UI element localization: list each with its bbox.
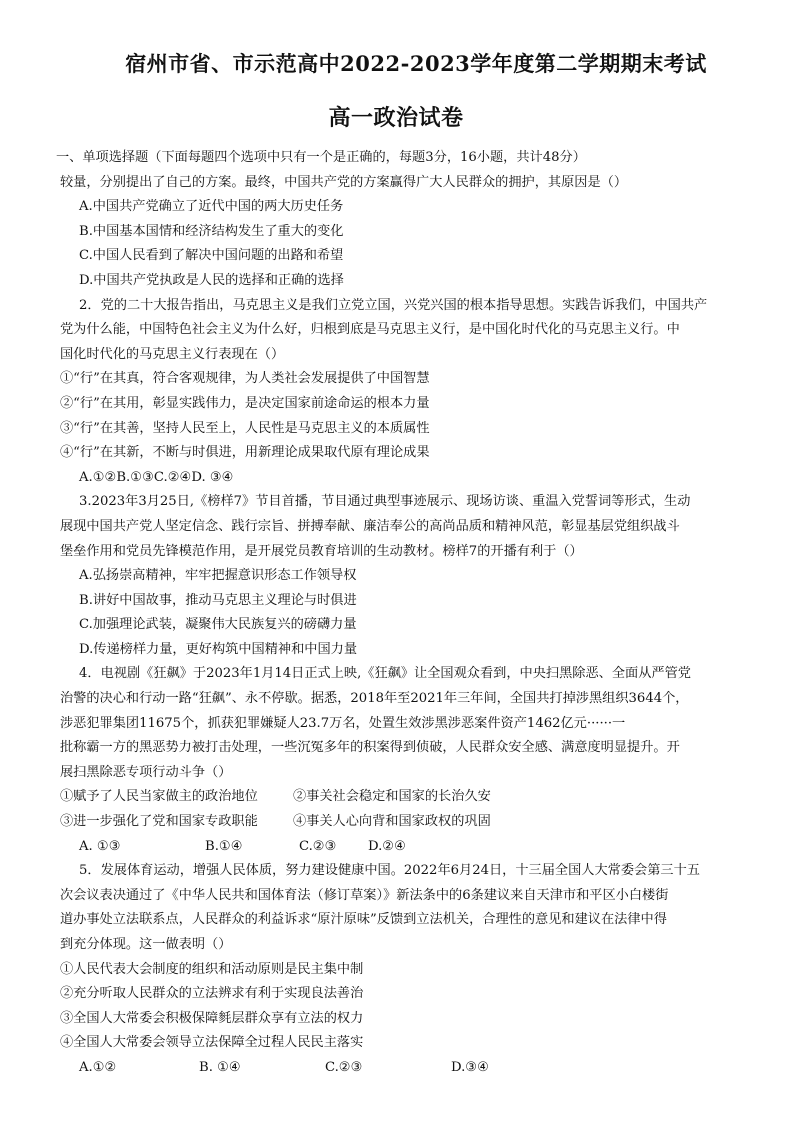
q3-stem-line: 展现中国共产党人坚定信念、践行宗旨、拼搏奉献、廉洁奉公的高尚品质和精神风范，彰显基层党组织战斗 (60, 518, 680, 534)
q5-stem-line: 到充分体现。这一做表明（） (60, 937, 232, 952)
q4-item-2: ②事关社会稳定和国家的长治久安 (293, 789, 491, 805)
q4-answer-a: A. ①③ (79, 838, 121, 854)
q5-answer-b: B. ①④ (199, 1059, 241, 1075)
q1-option-a: A.中国共产党确立了近代中国的两大历史任务 (79, 199, 344, 215)
q4-stem-line: 4．电视剧《狂飙》于2023年1月14日正式上映,《狂飙》让全国观众看到，中央扫黑除恶、全面从严管党 (79, 666, 691, 682)
q4-answer-b: B.①④ (205, 838, 243, 854)
q2-stem-line: 国化时代化的马克思主义行表现在（） (60, 346, 285, 362)
q4-answers (60, 835, 760, 860)
q4-answer-c: C.②③ (299, 838, 337, 854)
q2-stem-line: 2．党的二十大报告指出，马克思主义是我们立党立国，兴党兴国的根本指导思想。实践告诉我们，中国共产 (79, 297, 708, 313)
q5-item-3: ③全国人大常委会积极保障毵层群众享有立法的权力 (60, 1010, 364, 1026)
q3-option-b: B.讲好中国故事，推动马克思主义理论与时俱进 (79, 592, 357, 608)
q4-item-1: ①赋予了人民当家做主的政治地位 (60, 789, 258, 805)
q4-stem-line: 涉恶犯罪集团11675个，抓获犯罪嫌疑人23.7万名，处置生效涉黑涉恶案件资产1462亿元······一 (60, 715, 626, 731)
q2-stem-line: 党为什么能，中国特色社会主义为什么好，归根到底是马克思主义行，是中国化时代化的马克思主义行。中 (60, 322, 680, 338)
q3-stem-line: 3.2023年3月25日,《榜样7》节目首播，节目通过典型事迹展示、现场访谈、重温入党誓词等形式，生动 (79, 494, 691, 510)
q1-option-d: D.中国共产党执政是人民的选择和正确的选择 (79, 272, 344, 288)
q2-item-4: ④“行”在其新，不断与时俱进，用新理论成果取代原有理论成果 (60, 445, 430, 461)
q5-stem-line: 道办事处立法联系点，人民群众的利益诉求“原汁原味”反馈到立法机关，合理性的意见和建议在法律中得 (60, 912, 667, 928)
q5-answer-c: C.②③ (325, 1059, 363, 1075)
q4-items-row (60, 810, 760, 835)
q1-stem: 较量，分别提出了自己的方案。最终，中国共产党的方案赢得广大人民群众的拥护，其原因是（） (60, 174, 628, 190)
q5-answers (60, 1056, 760, 1081)
q2-answers: A.①②B.①③C.②④D. ③④ (79, 469, 234, 485)
q4-stem-line: 治警的决心和行动一路“狂飙”、永不停歇。据悉，2018年至2021年三年间，全国共打掉涉黑组织3644个， (60, 691, 689, 707)
q1-option-b: B.中国基本国情和经济结构发生了重大的变化 (79, 223, 344, 239)
q3-option-a: A.弘扬崇高精神，牢牢把握意识形态工作领导权 (79, 568, 357, 584)
q5-stem-line: 次会议表决通过了《中华人民共和国体育法（修订草案）》新法条中的6条建议来自天津市和平区小白楼街 (60, 887, 669, 903)
q4-stem-line: 展扫黑除恶专项行动斗争（） (60, 764, 232, 780)
q3-stem-line: 堡垒作用和党员先锋模范作用，是开展党员教育培训的生动教材。榜样7的开播有利于（） (60, 543, 583, 559)
exam-subtitle: 高一政治试卷 (328, 105, 464, 131)
q4-answer-d: D.②④ (368, 838, 406, 854)
q5-answer-d: D.③④ (451, 1059, 489, 1075)
q4-item-3: ③进一步强化了党和国家专政职能 (60, 814, 258, 830)
q4-items-row (60, 785, 760, 810)
exam-body (56, 146, 760, 1081)
q4-item-4: ④事关人心向背和国家政权的巩固 (293, 814, 491, 830)
q5-item-4: ④全国人大常委会领导立法保障全过程人民民主落实 (60, 1035, 364, 1051)
q3-option-c: C.加强理论武装，凝聚伟大民族复兴的磅礴力量 (79, 617, 357, 633)
q2-item-3: ③“行”在其善，坚持人民至上，人民性是马克思主义的本质属性 (60, 420, 430, 436)
q5-answer-a: A.①② (79, 1059, 117, 1075)
q2-item-1: ①“行”在其真，符合客观规律，为人类社会发展提供了中国智慧 (60, 371, 430, 387)
q5-item-2: ②充分听取人民群众的立法辨求有利于实现良法善治 (60, 986, 364, 1002)
q5-item-1: ①人民代表大会制度的组织和活动原则是民主集中制 (60, 961, 364, 977)
section-heading: 一、单项选择题（下面每题四个选项中只有一个是正确的，每题3分，16小题，共计48分） (56, 150, 586, 165)
q5-stem-line: 5．发展体育运动，增强人民体质，努力建设健康中国。2022年6月24日，十三届全国人大常委会第三十五 (79, 863, 700, 879)
q2-item-2: ②“行”在其用，彰显实践伟力，是决定国家前途命运的根本力量 (60, 395, 430, 411)
q4-stem-line: 批称霸一方的黑恶势力被打击处理，一些沉冤多年的积案得到侦破，人民群众安全感、满意度明显提升。开 (60, 740, 680, 756)
q3-option-d: D.传递榜样力量，更好构筑中国精神和中国力量 (79, 641, 358, 657)
exam-title: 宿州市省、市示范高中2022-2023学年度第二学期期末考试 (125, 51, 707, 76)
q1-option-c: C.中国人民看到了解决中国问题的出路和希望 (79, 248, 344, 264)
